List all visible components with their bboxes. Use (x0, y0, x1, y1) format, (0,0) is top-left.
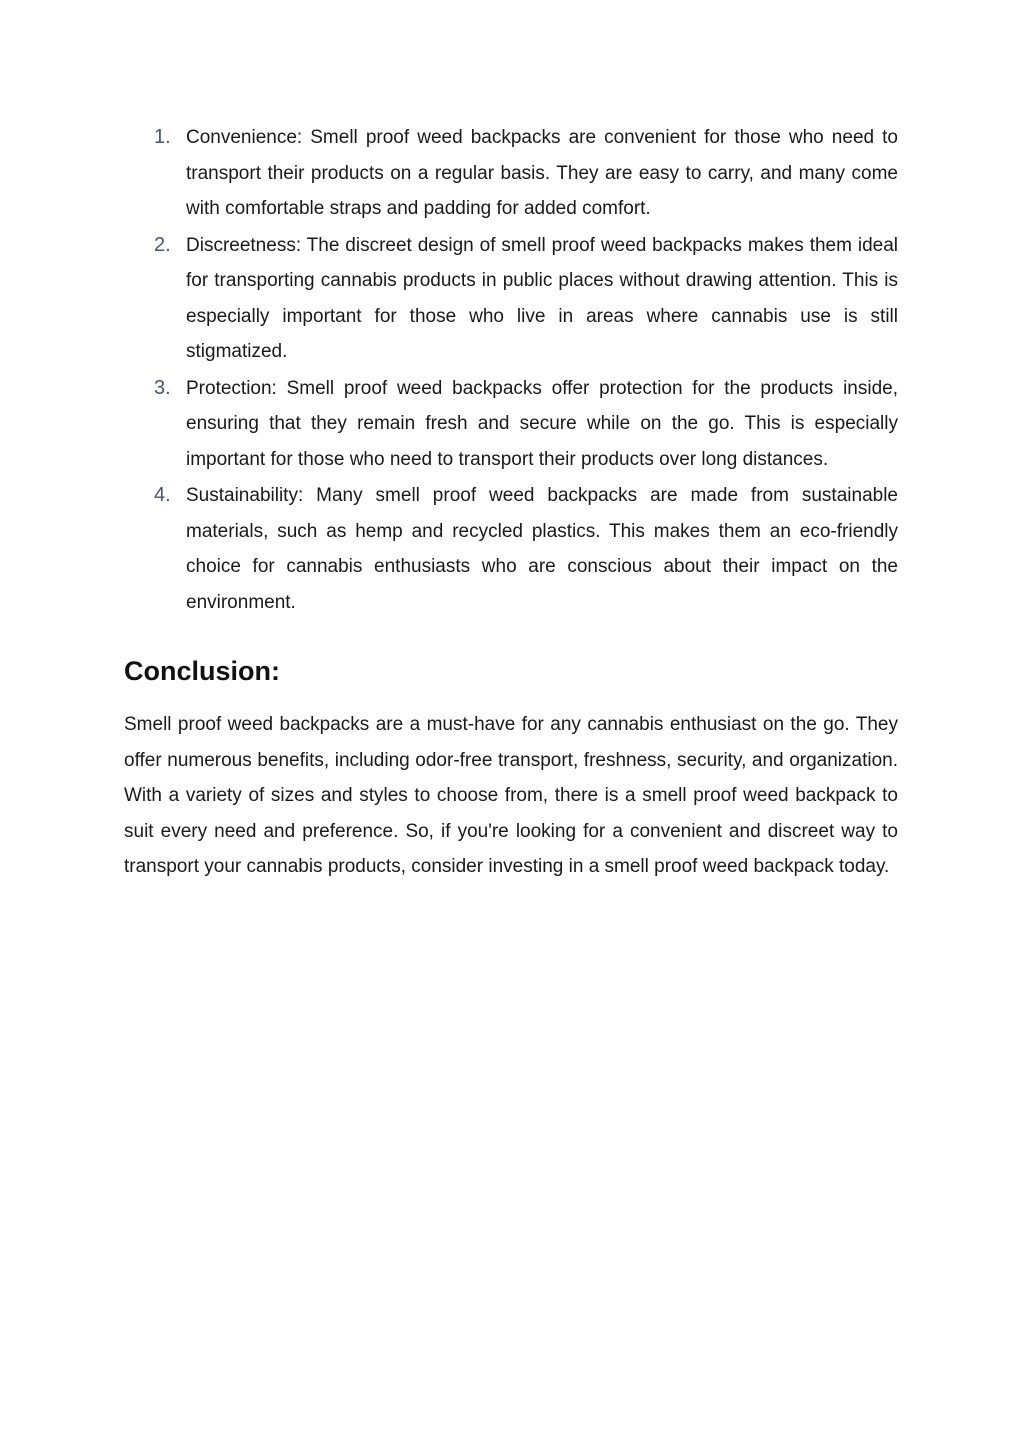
list-item-number: 4. (154, 484, 171, 506)
conclusion-paragraph: Smell proof weed backpacks are a must-have for any cannabis enthusiast on the go. They offer numerous benefits, including odor-free transport, freshness, security, and organization. With a variety of sizes and styles to choose from, there is a smell proof weed backpack to suit every need and preference. So, if you're looking for a convenient and discreet way to transport your cannabis products, consider investing in a smell proof weed backpack today. (124, 714, 898, 877)
list-item (124, 371, 898, 478)
conclusion-heading: Conclusion: (124, 656, 280, 686)
list-item-text: Convenience: Smell proof weed backpacks are convenient for those who need to transport their products on a regular basis. They are easy to carry, and many come with comfortable straps and padding for added comfort. (186, 127, 898, 219)
list-item (124, 228, 898, 370)
list-item-text: Discreetness: The discreet design of smell proof weed backpacks makes them ideal for transporting cannabis products in public places without drawing attention. This is especially important for those who live in areas where cannabis use is still stigmatized. (186, 234, 898, 362)
list-item (124, 478, 898, 620)
list-item-number: 2. (154, 233, 171, 256)
benefits-list (124, 120, 898, 620)
list-item (124, 120, 898, 227)
list-item-text: Sustainability: Many smell proof weed backpacks are made from sustainable materials, such as hemp and recycled plastics. This makes them an eco-friendly choice for cannabis enthusiasts who are conscious about their impact on the environment. (186, 485, 898, 613)
list-item-text: Protection: Smell proof weed backpacks offer protection for the products inside, ensuring that they remain fresh and secure while on the go. This is especially important for those who need to transport their products over long distances. (186, 377, 898, 470)
list-item-number: 3. (154, 376, 171, 399)
list-item-number: 1. (154, 126, 171, 148)
document-page (124, 120, 898, 885)
